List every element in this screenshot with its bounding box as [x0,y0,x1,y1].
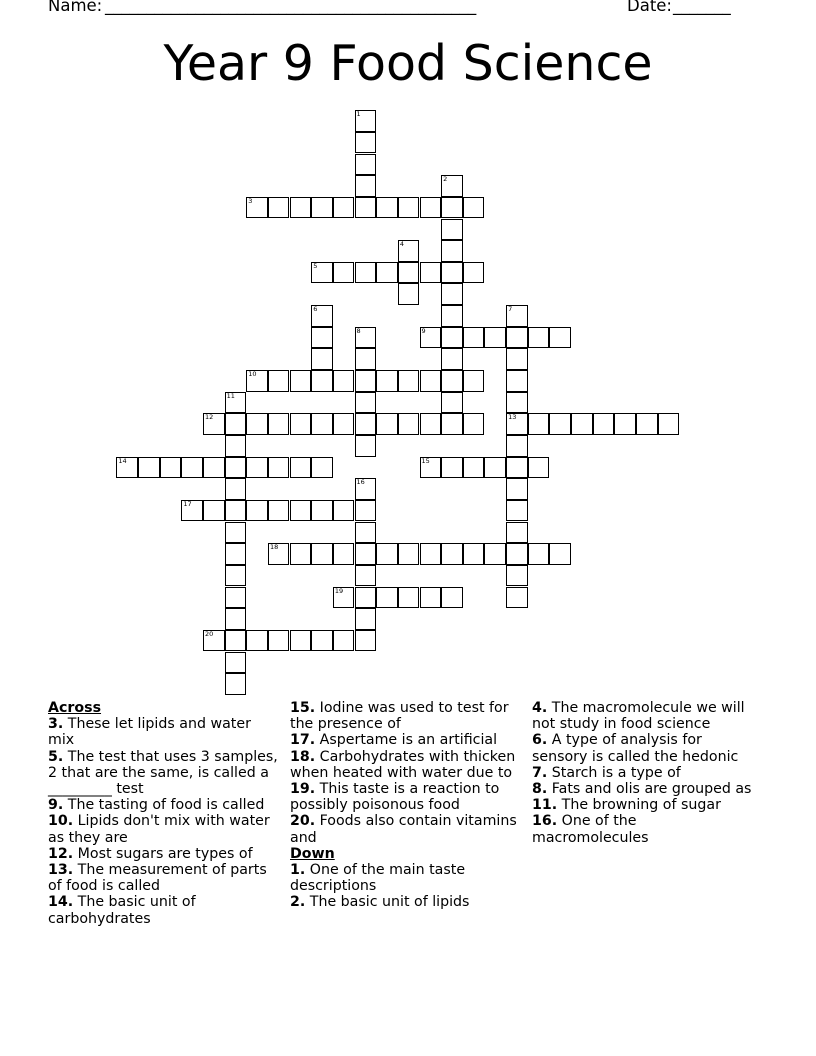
crossword-cell[interactable] [290,543,312,565]
crossword-cell[interactable] [441,262,463,284]
clue-across-15: 15. Iodine was used to test for the presence of [290,700,509,733]
crossword-cell[interactable] [225,392,247,414]
clue-number: 18 [269,543,279,552]
crossword-cell[interactable] [311,327,333,349]
crossword-cell[interactable] [355,565,377,587]
crossword-cell[interactable] [355,370,377,392]
crossword-cell[interactable] [181,457,203,479]
crossword-cell[interactable] [420,327,442,349]
crossword-cell[interactable] [441,283,463,305]
crossword-cell[interactable] [225,673,247,695]
clue-down-1: 1. One of the main taste descriptions [290,862,466,895]
crossword-cell[interactable] [571,413,593,435]
crossword-cell[interactable] [311,500,333,522]
crossword-cell[interactable] [528,413,550,435]
clue-across-13: 13. The measurement of parts of food is called [48,862,267,895]
clue-number: 3 [248,196,253,205]
crossword-cell[interactable] [549,543,571,565]
crossword-cell[interactable] [506,370,528,392]
clue-number: 11 [226,391,235,400]
crossword-cell[interactable] [246,370,268,392]
crossword-cell[interactable] [441,457,463,479]
crossword-cell[interactable] [225,565,247,587]
clue-across-10: 10. Lipids don't mix with water as they are [48,813,270,846]
crossword-cell[interactable] [268,630,290,652]
crossword-cell[interactable] [441,413,463,435]
crossword-cell[interactable] [246,197,268,219]
crossword-cell[interactable] [333,197,355,219]
crossword-cell[interactable] [376,262,398,284]
crossword-cell[interactable] [549,327,571,349]
crossword-cell[interactable] [225,630,247,652]
crossword-cell[interactable] [355,392,377,414]
clue-number: 9 [421,326,426,335]
crossword-cell[interactable] [441,175,463,197]
crossword-cell[interactable] [506,522,528,544]
crossword-cell[interactable] [528,543,550,565]
crossword-cell[interactable] [355,262,377,284]
crossword-cell[interactable] [463,370,485,392]
down-heading: Down [290,845,335,862]
crossword-cell[interactable] [225,608,247,630]
clue-across-3: 3. These let lipids and water mix [48,716,251,749]
crossword-cell[interactable] [463,543,485,565]
crossword-cell[interactable] [311,413,333,435]
clues-column-1 [48,700,278,927]
clue-number: 8 [356,326,361,335]
crossword-cell[interactable] [268,413,290,435]
clue-down-16: 16. One of the macromolecules [532,813,649,846]
date-field[interactable]: _______ [673,0,731,15]
clue-number: 2 [443,175,448,184]
clues-column-3 [532,700,757,846]
crossword-cell[interactable] [355,132,377,154]
crossword-cell[interactable] [484,327,506,349]
crossword-cell[interactable] [225,543,247,565]
crossword-cell[interactable] [398,197,420,219]
clue-number: 19 [334,586,344,595]
clue-number: 13 [508,413,517,422]
crossword-cell[interactable] [355,435,377,457]
crossword-cell[interactable] [506,327,528,349]
crossword-cell[interactable] [181,500,203,522]
crossword-cell[interactable] [463,197,485,219]
crossword-cell[interactable] [355,522,377,544]
crossword-cell[interactable] [441,392,463,414]
crossword-cell[interactable] [506,348,528,370]
crossword-cell[interactable] [290,413,312,435]
clue-across-9: 9. The tasting of food is called [48,797,265,814]
clue-down-4: 4. The macromolecule we will not study in food science [532,700,745,733]
crossword-cell[interactable] [398,262,420,284]
crossword-cell[interactable] [225,413,247,435]
crossword-cell[interactable] [290,370,312,392]
crossword-cell[interactable] [614,413,636,435]
crossword-cell[interactable] [333,413,355,435]
crossword-cell[interactable] [203,500,225,522]
crossword-cell[interactable] [225,457,247,479]
clue-down-8: 8. Fats and olis are grouped as [532,781,752,798]
crossword-cell[interactable] [311,457,333,479]
crossword-cell[interactable] [355,197,377,219]
crossword-cell[interactable] [398,543,420,565]
crossword-cell[interactable] [441,327,463,349]
clue-across-20: 20. Foods also contain vitamins and [290,813,517,846]
crossword-cell[interactable] [441,197,463,219]
crossword-cell[interactable] [311,197,333,219]
crossword-cell[interactable] [636,413,658,435]
crossword-cell[interactable] [138,457,160,479]
crossword-cell[interactable] [441,543,463,565]
crossword-cell[interactable] [484,457,506,479]
crossword-cell[interactable] [441,219,463,241]
clue-number: 15 [421,456,430,465]
clue-down-6: 6. A type of analysis for sensory is called the hedonic [532,732,739,765]
crossword-cell[interactable] [528,457,550,479]
crossword-cell[interactable] [355,154,377,176]
crossword-cell[interactable] [506,392,528,414]
clue-down-7: 7. Starch is a type of [532,764,681,781]
crossword-cell[interactable] [398,413,420,435]
crossword-cell[interactable] [528,327,550,349]
crossword-cell[interactable] [420,587,442,609]
clue-number: 20 [205,629,214,638]
clue-number: 14 [118,456,127,465]
crossword-cell[interactable] [549,413,571,435]
clue-number: 16 [356,478,365,487]
crossword-cell[interactable] [290,500,312,522]
name-field[interactable]: _____________________________________________ [105,0,477,15]
crossword-cell[interactable] [355,478,377,500]
crossword-cell[interactable] [268,370,290,392]
crossword-cell[interactable] [506,457,528,479]
crossword-cell[interactable] [290,197,312,219]
crossword-cell[interactable] [398,283,420,305]
crossword-cell[interactable] [463,262,485,284]
crossword-cell[interactable] [506,500,528,522]
crossword-cell[interactable] [441,587,463,609]
crossword-cell[interactable] [246,630,268,652]
crossword-cell[interactable] [420,413,442,435]
crossword-cell[interactable] [420,370,442,392]
crossword-cell[interactable] [506,587,528,609]
crossword-cell[interactable] [333,543,355,565]
crossword-cell[interactable] [506,305,528,327]
clue-number: 5 [313,261,318,270]
across-heading: Across [48,700,102,716]
crossword-cell[interactable] [376,587,398,609]
crossword-cell[interactable] [311,370,333,392]
crossword-cell[interactable] [420,543,442,565]
crossword-cell[interactable] [225,522,247,544]
page-title: Year 9 Food Science [163,35,653,92]
clue-across-19: 19. This taste is a reaction to possibly poisonous food [290,781,500,814]
crossword-cell[interactable] [268,197,290,219]
crossword-cell[interactable] [355,327,377,349]
crossword-cell[interactable] [376,370,398,392]
crossword-cell[interactable] [333,630,355,652]
crossword-cell[interactable] [593,413,615,435]
crossword-cell[interactable] [441,305,463,327]
crossword-cell[interactable] [311,630,333,652]
crossword-cell[interactable] [355,608,377,630]
crossword-cell[interactable] [506,413,528,435]
crossword-cell[interactable] [311,348,333,370]
crossword-cell[interactable] [355,413,377,435]
crossword-cell[interactable] [463,327,485,349]
crossword-cell[interactable] [225,652,247,674]
clue-down-11: 11. The browning of sugar [532,797,721,814]
crossword-cell[interactable] [355,500,377,522]
clue-number: 7 [508,305,513,314]
crossword-cell[interactable] [246,500,268,522]
crossword-cell[interactable] [203,630,225,652]
crossword-cell[interactable] [225,435,247,457]
crossword-cell[interactable] [420,197,442,219]
crossword-cell[interactable] [160,457,182,479]
crossword-cell[interactable] [333,370,355,392]
crossword-cell[interactable] [506,435,528,457]
crossword-cell[interactable] [268,500,290,522]
crossword-cell[interactable] [333,500,355,522]
crossword-cell[interactable] [355,543,377,565]
crossword-cell[interactable] [311,262,333,284]
clue-number: 4 [399,240,404,249]
crossword-cell[interactable] [333,262,355,284]
crossword-cell[interactable] [658,413,680,435]
crossword-cell[interactable] [203,457,225,479]
crossword-cell[interactable] [420,457,442,479]
crossword-cell[interactable] [420,262,442,284]
crossword-cell[interactable] [398,370,420,392]
crossword-cell[interactable] [246,413,268,435]
clue-across-12: 12. Most sugars are types of [48,845,253,862]
crossword-cell[interactable] [441,370,463,392]
clue-number: 10 [248,370,257,379]
crossword-cell[interactable] [355,587,377,609]
crossword-cell[interactable] [225,587,247,609]
crossword-cell[interactable] [355,110,377,132]
crossword-cell[interactable] [355,348,377,370]
name-label: Name: [48,0,103,15]
crossword-cell[interactable] [268,457,290,479]
clue-number: 17 [183,499,192,508]
crossword-cell[interactable] [441,240,463,262]
crossword-cell[interactable] [203,413,225,435]
crossword-cell[interactable] [484,543,506,565]
crossword-cell[interactable] [441,348,463,370]
crossword-cell[interactable] [116,457,138,479]
clues-column-2 [290,700,522,911]
crossword-cell[interactable] [398,240,420,262]
crossword-cell[interactable] [506,565,528,587]
crossword-cell[interactable] [506,478,528,500]
clue-across-17: 17. Aspertame is an artificial [290,732,498,749]
date-label: Date: [627,0,672,15]
crossword-cell[interactable] [506,543,528,565]
crossword-cell[interactable] [398,587,420,609]
crossword-cell[interactable] [268,543,290,565]
crossword-cell[interactable] [311,305,333,327]
crossword-cell[interactable] [376,543,398,565]
crossword-cell[interactable] [225,478,247,500]
crossword-cell[interactable] [246,457,268,479]
clue-across-14: 14. The basic unit of carbohydrates [48,894,196,927]
crossword-cell[interactable] [376,197,398,219]
crossword-cell[interactable] [355,175,377,197]
crossword-cell[interactable] [225,500,247,522]
clue-down-2: 2. The basic unit of lipids [290,894,470,911]
crossword-cell[interactable] [333,587,355,609]
crossword-cell[interactable] [463,457,485,479]
clue-number: 6 [313,305,318,314]
crossword-cell[interactable] [290,630,312,652]
crossword-cell[interactable] [290,457,312,479]
clue-across-5: 5. The test that uses 3 samples, 2 that are the same, is called a _________ test [48,748,278,798]
crossword-cell[interactable] [355,630,377,652]
clue-number: 1 [356,110,361,119]
crossword-cell[interactable] [311,543,333,565]
crossword-cell[interactable] [463,413,485,435]
clue-number: 12 [205,413,214,422]
crossword-cell[interactable] [376,413,398,435]
clue-across-18: 18. Carbohydrates with thicken when heated with water due to [290,748,516,781]
